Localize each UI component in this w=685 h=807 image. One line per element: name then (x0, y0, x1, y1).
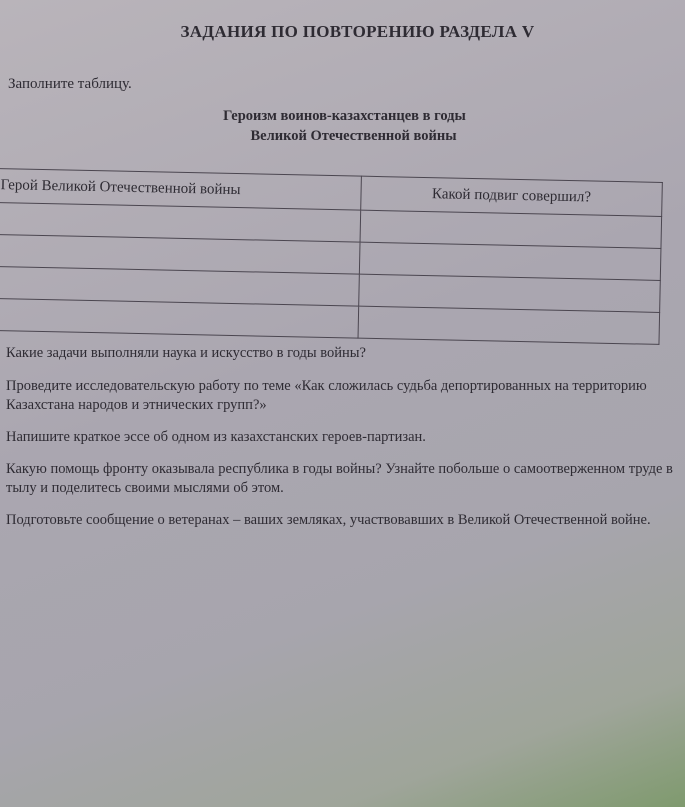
page-title: ЗАДАНИЯ ПО ПОВТОРЕНИЮ РАЗДЕЛА V (180, 22, 535, 41)
hero-cell[interactable] (0, 298, 359, 338)
task-item: Проведите исследовательскую работу по теме «Как сложилась судьба депортированных на территорию Казахстана народов и этнических групп?» (6, 378, 647, 413)
table-caption-line-2: Великой Отечественной войны (250, 128, 457, 144)
task-list (6, 344, 674, 543)
deed-cell[interactable] (358, 306, 660, 344)
task-item: Подготовьте сообщение о ветеранах – ваших земляках, участвовавших в Великой Отечественной войне. (6, 512, 651, 528)
task-item: Какую помощь фронту оказывала республика в годы войны? Узнайте побольше о самоотверженном труде в тылу и поделитесь своими мыслями об этом. (6, 461, 673, 496)
task-item: Какие задачи выполняли наука и искусство в годы войны? (6, 345, 366, 361)
task-item: Напишите краткое эссе об одном из казахстанских героев-партизан. (6, 429, 426, 445)
instruction-text: Заполните таблицу. (8, 76, 132, 92)
header-hero: Герой Великой Отечественной войны (0, 169, 361, 211)
header-deed: Какой подвиг совершил? (361, 176, 663, 216)
heroes-table (0, 168, 663, 345)
table-caption-line-1: Героизм воинов-казахстанцев в годы (223, 108, 466, 124)
